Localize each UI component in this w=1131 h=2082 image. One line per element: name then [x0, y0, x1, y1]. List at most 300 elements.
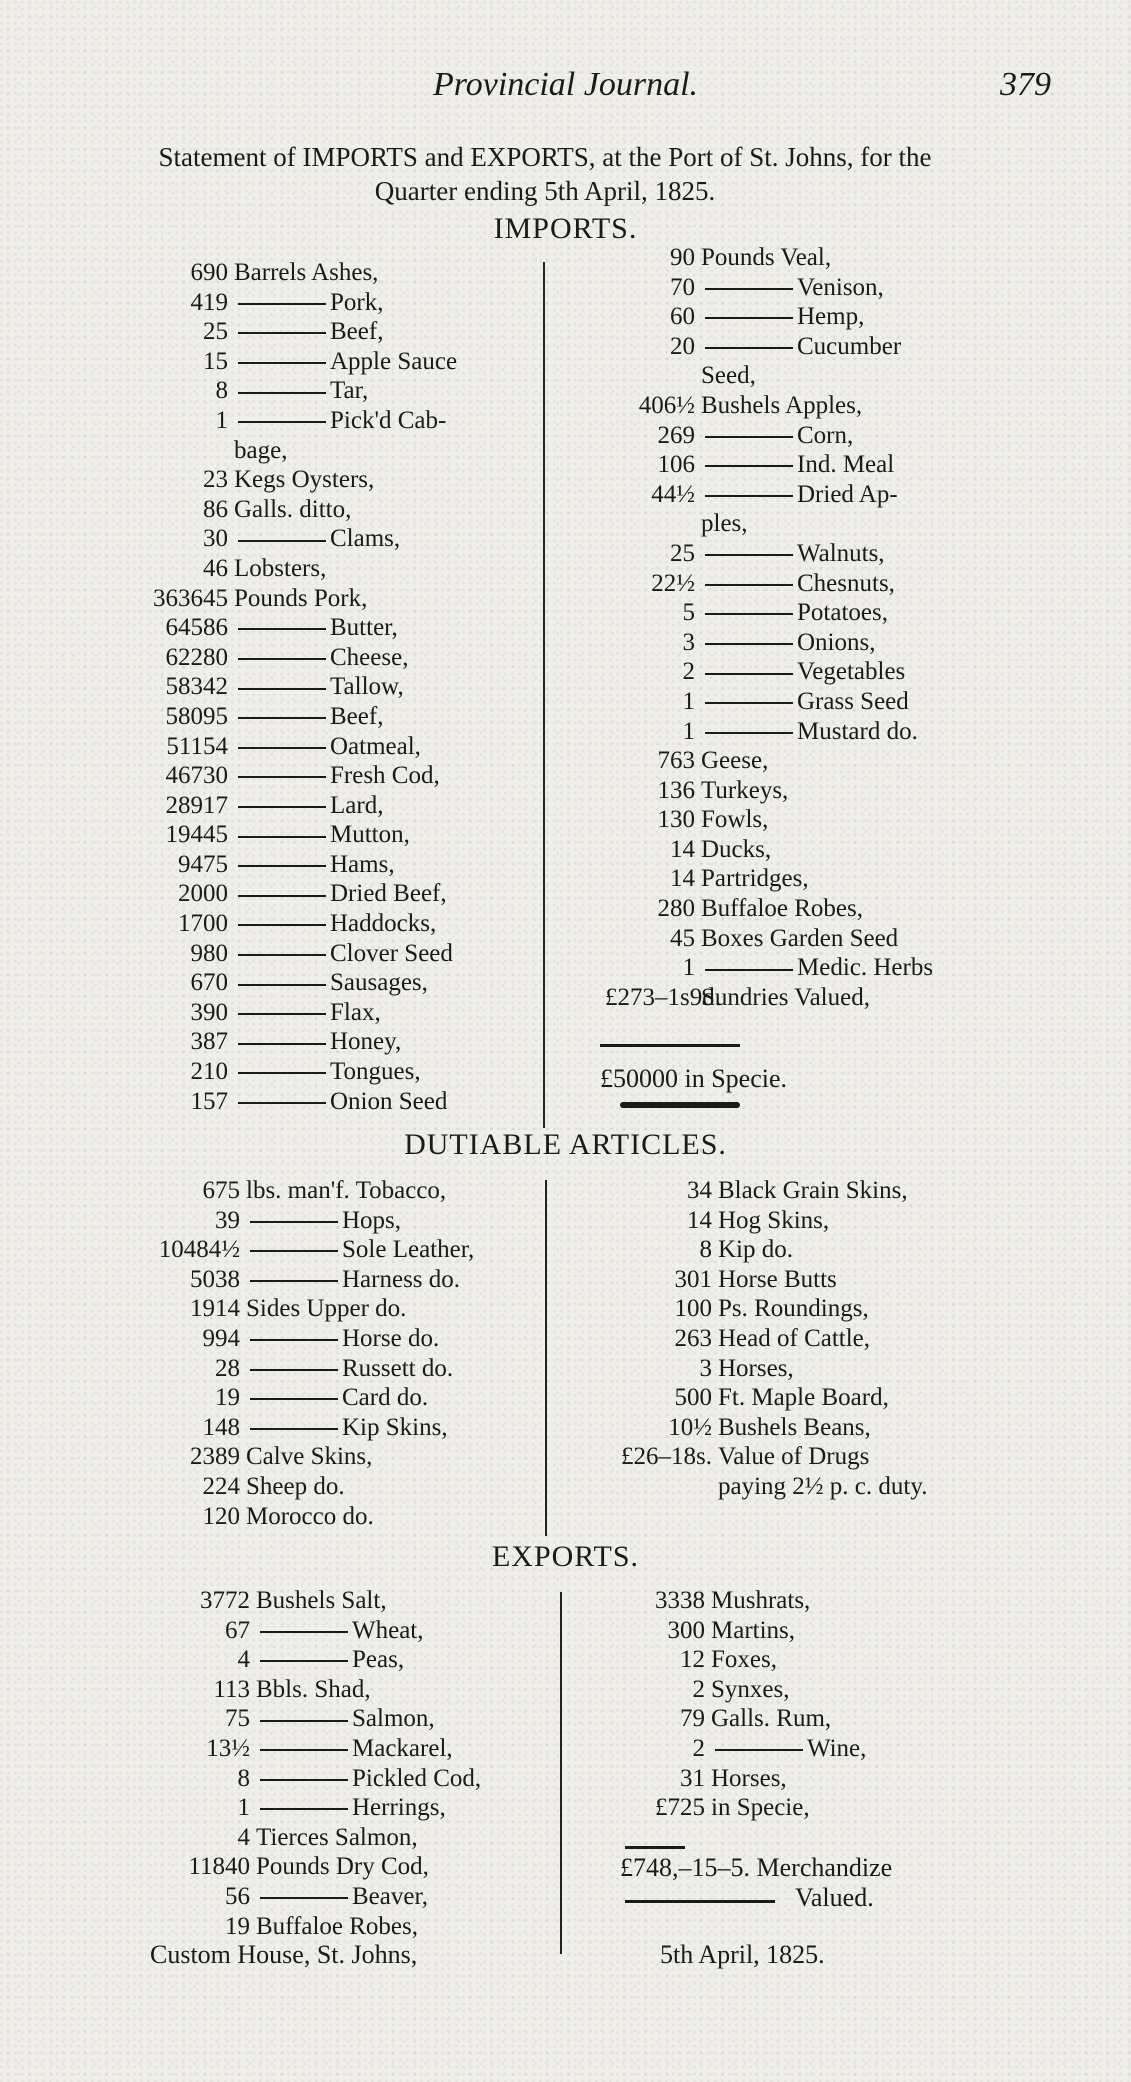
dutiable-left-column: [140, 1176, 540, 1531]
entry-line: [120, 465, 540, 495]
entry-quantity: 3772: [200, 1587, 250, 1614]
ditto-dash: [260, 1631, 348, 1633]
entry-text: Horse Butts: [718, 1265, 837, 1293]
entry-text: Head of Cattle,: [718, 1324, 871, 1352]
entry-text: Wine,: [807, 1734, 867, 1762]
entry-line: [605, 509, 1045, 539]
entry-line: [120, 376, 540, 406]
entry-line: [120, 702, 540, 732]
entry-line: [170, 1645, 550, 1675]
entry-line: [120, 850, 540, 880]
ditto-dash: [705, 317, 793, 319]
entry-text: Walnuts,: [797, 539, 885, 567]
ditto-dash: [715, 1749, 803, 1751]
entry-line: [120, 643, 540, 673]
entry-quantity: 58342: [165, 673, 228, 701]
entry-line: [170, 1823, 550, 1853]
entry-quantity: 11840: [188, 1853, 250, 1881]
ditto-dash: [238, 836, 326, 838]
entry-quantity: 1: [682, 687, 695, 715]
entry-text: Hemp,: [797, 303, 865, 331]
entry-line: [605, 421, 1045, 451]
running-head: Provincial Journal.: [432, 66, 699, 103]
entry-text: Mutton,: [330, 821, 410, 849]
statement-line-2: Quarter ending 5th April, 1825.: [374, 176, 716, 206]
entry-line: [120, 406, 540, 436]
ditto-dash: [705, 702, 793, 704]
entry-text: lbs. man'f. Tobacco,: [246, 1177, 447, 1204]
entry-text: Black Grain Skins,: [718, 1177, 908, 1204]
entry-quantity: 8: [237, 1764, 250, 1792]
entry-quantity: 86: [203, 495, 228, 523]
entry-quantity: 13½: [206, 1734, 250, 1762]
entry-quantity: 5038: [190, 1265, 240, 1293]
entry-line: [620, 1294, 1040, 1324]
entry-text: Ft. Maple Board,: [718, 1384, 889, 1412]
entry-quantity: 3338: [655, 1587, 705, 1614]
imports-left-column: [120, 258, 540, 1116]
ditto-dash: [250, 1428, 338, 1430]
entry-line: [120, 909, 540, 939]
entry-quantity: 28917: [165, 791, 228, 819]
entry-text: Buffaloe Robes,: [256, 1912, 419, 1940]
entry-line: [605, 539, 1045, 569]
entry-text: ples,: [701, 510, 748, 538]
entry-quantity: 31: [680, 1764, 705, 1792]
entry-quantity: 39: [215, 1206, 240, 1234]
entry-line: [120, 288, 540, 318]
entry-line: [120, 672, 540, 702]
entry-line: [140, 1383, 540, 1413]
entry-line: [120, 939, 540, 969]
entry-line: [140, 1442, 540, 1472]
entry-quantity: 3: [682, 628, 695, 656]
entry-text: Tierces Salmon,: [256, 1823, 418, 1851]
entry-line: [620, 1413, 1040, 1443]
entry-text: Sheep do.: [246, 1472, 345, 1500]
entry-quantity: 300: [667, 1616, 705, 1644]
entry-line: [620, 1265, 1040, 1295]
ditto-dash: [260, 1749, 348, 1751]
ditto-dash: [250, 1280, 338, 1282]
entry-quantity: 2389: [190, 1443, 240, 1471]
specie-rule-top: [600, 1044, 740, 1047]
entry-quantity: 23: [203, 466, 228, 494]
entry-text: Pickled Cod,: [352, 1764, 482, 1792]
entry-line: [140, 1472, 540, 1502]
entry-text: Corn,: [797, 421, 854, 449]
entry-text: Foxes,: [711, 1646, 777, 1674]
entry-line: [120, 613, 540, 643]
entry-text: Tallow,: [330, 673, 404, 701]
entry-quantity: 100: [674, 1295, 712, 1323]
entry-quantity: 75: [225, 1705, 250, 1733]
entry-text: Sides Upper do.: [246, 1295, 407, 1323]
entry-line: [605, 391, 1045, 421]
entry-quantity: 10½: [668, 1413, 712, 1441]
entry-text: Turkeys,: [701, 776, 789, 804]
entry-line: [625, 1764, 1025, 1794]
entry-quantity: 2: [682, 658, 695, 686]
entry-quantity: 363645: [153, 584, 228, 612]
entry-line: [605, 953, 1045, 983]
entry-quantity: 157: [190, 1087, 228, 1115]
entry-quantity: 19445: [165, 821, 228, 849]
entry-quantity: 980: [190, 939, 228, 967]
ditto-dash: [238, 1102, 326, 1104]
entry-text: Kip do.: [718, 1236, 793, 1264]
entry-text: in Specie,: [711, 1794, 810, 1822]
entry-quantity: 15: [203, 347, 228, 375]
entry-quantity: 2000: [178, 880, 228, 908]
ditto-dash: [705, 584, 793, 586]
ditto-dash: [250, 1250, 338, 1252]
entry-line: [605, 746, 1045, 776]
entry-text: Horses,: [711, 1764, 787, 1792]
entry-quantity: 20: [670, 332, 695, 360]
entry-text: Onions,: [797, 628, 876, 656]
entry-line: [120, 1087, 540, 1117]
entry-text: Barrels Ashes,: [234, 259, 379, 286]
entry-line: [170, 1675, 550, 1705]
ditto-dash: [705, 465, 793, 467]
entry-line: [120, 820, 540, 850]
entry-text: Lobsters,: [234, 554, 327, 582]
entry-line: [620, 1383, 1040, 1413]
entry-text: Geese,: [701, 747, 769, 775]
entry-line: [120, 998, 540, 1028]
entry-quantity: 14: [670, 835, 695, 863]
entry-text: Cucumber: [797, 332, 902, 360]
entry-line: [620, 1235, 1040, 1265]
statement-title: [30, 140, 1060, 208]
ditto-dash: [705, 554, 793, 556]
ditto-dash: [238, 865, 326, 867]
entry-quantity: 5: [682, 599, 695, 627]
entry-quantity: 280: [657, 895, 695, 923]
entry-line: [120, 761, 540, 791]
entry-quantity: 70: [670, 273, 695, 301]
entry-line: [170, 1704, 550, 1734]
ditto-dash: [705, 436, 793, 438]
entry-line: [170, 1734, 550, 1764]
entry-line: [140, 1206, 540, 1236]
entry-text: Vegetables: [797, 658, 906, 686]
entry-line: [605, 273, 1045, 303]
entry-text: Kip Skins,: [342, 1413, 448, 1441]
footer-custom-house: Custom House, St. Johns,: [150, 1940, 418, 1969]
ditto-dash: [238, 717, 326, 719]
entry-line: [620, 1206, 1040, 1236]
entry-line: [605, 983, 1045, 1013]
ditto-dash: [705, 643, 793, 645]
ditto-dash: [260, 1897, 348, 1899]
entry-text: Oatmeal,: [330, 732, 421, 760]
entry-quantity: 113: [213, 1675, 250, 1703]
entry-line: [120, 554, 540, 584]
entry-line: [170, 1793, 550, 1823]
entry-quantity: 46730: [165, 762, 228, 790]
entry-text: Martins,: [711, 1616, 796, 1644]
entry-quantity: 51154: [166, 732, 228, 760]
entry-line: [625, 1793, 1025, 1823]
entry-text: Pounds Dry Cod,: [256, 1853, 429, 1881]
entry-quantity: 500: [674, 1384, 712, 1412]
imports-specie: £50000 in Specie.: [600, 1064, 788, 1093]
merchandize-word: Merchandize: [756, 1853, 893, 1882]
ditto-dash: [238, 362, 326, 364]
entry-quantity: 675: [202, 1177, 240, 1204]
entry-text: bage,: [234, 436, 288, 464]
entry-text: Sundries Valued,: [701, 983, 870, 1011]
ditto-dash: [238, 1043, 326, 1045]
entry-quantity: 46: [203, 554, 228, 582]
entry-line: [140, 1265, 540, 1295]
entry-line: [120, 791, 540, 821]
entry-line: [120, 732, 540, 762]
imports-right-column: [605, 243, 1045, 1012]
entry-text: Calve Skins,: [246, 1443, 373, 1471]
entry-line: [625, 1734, 1025, 1764]
ditto-dash: [238, 658, 326, 660]
ditto-dash: [238, 984, 326, 986]
entry-line: [625, 1616, 1025, 1646]
entry-quantity: 56: [225, 1882, 250, 1910]
entry-text: Sausages,: [330, 969, 428, 997]
entry-line: [170, 1764, 550, 1794]
entry-quantity: 45: [670, 924, 695, 952]
entry-text: Russett do.: [342, 1354, 454, 1382]
entry-quantity: 62280: [165, 643, 228, 671]
ditto-dash: [260, 1779, 348, 1781]
exports-heading: EXPORTS.: [491, 1540, 640, 1573]
entry-line: [620, 1324, 1040, 1354]
entry-line: [120, 524, 540, 554]
entry-line: [140, 1354, 540, 1384]
entry-line: [605, 302, 1045, 332]
entry-text: Boxes Garden Seed: [701, 924, 899, 952]
entry-text: Pick'd Cab-: [330, 406, 447, 434]
entry-text: Clams,: [330, 525, 401, 553]
entry-line: [140, 1235, 540, 1265]
entry-text: Ducks,: [701, 835, 772, 863]
ditto-dash: [238, 806, 326, 808]
ditto-dash: [238, 628, 326, 630]
entry-line: [620, 1472, 1040, 1502]
entry-quantity: 9475: [178, 850, 228, 878]
entry-quantity: 14: [687, 1206, 712, 1234]
merchandize-valued: Valued.: [795, 1883, 874, 1912]
entry-line: [140, 1294, 540, 1324]
merchandize-amount: £748,–15–5.: [620, 1853, 750, 1882]
entry-text: Flax,: [330, 998, 381, 1026]
ditto-dash: [705, 347, 793, 349]
entry-quantity: £26–18s.: [621, 1443, 712, 1471]
entry-line: [170, 1852, 550, 1882]
entry-line: [170, 1616, 550, 1646]
dutiable-heading: DUTIABLE ARTICLES.: [404, 1128, 727, 1161]
entry-line: [605, 480, 1045, 510]
entry-text: Herrings,: [352, 1794, 446, 1822]
entry-text: Galls. ditto,: [234, 495, 352, 523]
entry-quantity: 28: [215, 1354, 240, 1382]
entry-text: Peas,: [352, 1646, 405, 1674]
ditto-dash: [238, 895, 326, 897]
entry-text: Bushels Salt,: [256, 1587, 387, 1614]
entry-text: Synxes,: [711, 1675, 790, 1703]
entry-quantity: 58095: [165, 702, 228, 730]
entry-text: Mustard do.: [797, 717, 918, 745]
entry-quantity: 136: [657, 776, 695, 804]
entry-quantity: 763: [657, 747, 695, 775]
entry-line: [140, 1324, 540, 1354]
entry-text: Beef,: [330, 318, 384, 346]
entry-quantity: £725: [655, 1794, 705, 1822]
entry-line: [120, 1027, 540, 1057]
ditto-dash: [238, 303, 326, 305]
entry-quantity: 10484½: [158, 1236, 240, 1264]
entry-text: Onion Seed: [330, 1087, 448, 1115]
entry-line: [120, 436, 540, 466]
entry-text: Hog Skins,: [718, 1206, 830, 1234]
entry-text: Chesnuts,: [797, 569, 895, 597]
entry-text: Dried Beef,: [330, 880, 447, 908]
entry-text: Hops,: [342, 1206, 402, 1234]
entry-quantity: 406½: [638, 391, 695, 419]
entry-text: Morocco do.: [246, 1502, 374, 1530]
entry-line: [625, 1675, 1025, 1705]
ditto-dash: [238, 1072, 326, 1074]
ditto-dash: [260, 1660, 348, 1662]
entry-quantity: 106: [657, 451, 695, 479]
entry-line: [620, 1176, 1040, 1206]
ditto-dash: [250, 1398, 338, 1400]
entry-line: [120, 968, 540, 998]
entry-quantity: 19: [225, 1912, 250, 1940]
entry-quantity: 34: [687, 1177, 712, 1204]
entry-text: Pork,: [330, 288, 384, 316]
ditto-dash: [238, 776, 326, 778]
entry-line: [140, 1176, 540, 1206]
entry-quantity: 263: [674, 1324, 712, 1352]
ditto-dash: [238, 392, 326, 394]
entry-quantity: 148: [202, 1413, 240, 1441]
entry-text: Pounds Veal,: [701, 244, 832, 271]
entry-text: Pounds Pork,: [234, 584, 368, 612]
entry-text: Tongues,: [330, 1058, 421, 1086]
entry-text: Wheat,: [352, 1616, 424, 1644]
entry-quantity: 90: [670, 244, 695, 271]
ditto-dash: [250, 1369, 338, 1371]
entry-quantity: 390: [190, 998, 228, 1026]
entry-quantity: 1700: [178, 910, 228, 938]
ditto-dash: [238, 332, 326, 334]
entry-text: Potatoes,: [797, 599, 888, 627]
entry-text: Bbls. Shad,: [256, 1675, 371, 1703]
entry-line: [605, 657, 1045, 687]
entry-line: [120, 258, 540, 288]
entry-line: [605, 450, 1045, 480]
entry-text: Cheese,: [330, 643, 409, 671]
entry-quantity: 2: [692, 1734, 705, 1762]
entry-text: Butter,: [330, 614, 398, 642]
specie-rule-bottom: [620, 1102, 740, 1108]
entry-text: Kegs Oysters,: [234, 466, 375, 494]
entry-line: [170, 1882, 550, 1912]
entry-line: [120, 879, 540, 909]
entry-quantity: 79: [680, 1705, 705, 1733]
exports-rule-1: [625, 1846, 685, 1849]
entry-quantity: 12: [680, 1646, 705, 1674]
ditto-dash: [705, 969, 793, 971]
ditto-dash: [238, 421, 326, 423]
page-header: [0, 66, 1131, 116]
entry-line: [605, 717, 1045, 747]
entry-line: [120, 495, 540, 525]
entry-text: Beaver,: [352, 1882, 429, 1910]
entry-text: Seed,: [701, 362, 756, 390]
ditto-dash: [238, 540, 326, 542]
entry-line: [170, 1912, 550, 1942]
entry-line: [605, 835, 1045, 865]
entry-line: [120, 1057, 540, 1087]
entry-line: [625, 1586, 1025, 1616]
ditto-dash: [250, 1221, 338, 1223]
entry-quantity: 1: [215, 406, 228, 434]
entry-text: paying 2½ p. c. duty.: [718, 1472, 928, 1500]
entry-quantity: 269: [657, 421, 695, 449]
entry-text: Apple Sauce: [330, 347, 458, 375]
ditto-dash: [705, 495, 793, 497]
entry-line: [120, 317, 540, 347]
entry-text: Card do.: [342, 1384, 429, 1412]
entry-quantity: 690: [190, 259, 228, 286]
entry-quantity: 60: [670, 303, 695, 331]
ditto-dash: [260, 1720, 348, 1722]
entry-line: [140, 1502, 540, 1532]
entry-quantity: 994: [202, 1324, 240, 1352]
entry-quantity: 301: [674, 1265, 712, 1293]
entry-text: Sole Leather,: [342, 1236, 475, 1264]
entry-text: Fresh Cod,: [330, 762, 440, 790]
entry-text: Ps. Roundings,: [718, 1295, 869, 1323]
entry-line: [605, 628, 1045, 658]
entry-line: [605, 894, 1045, 924]
entry-text: Ind. Meal: [797, 451, 895, 479]
entry-quantity: 120: [202, 1502, 240, 1530]
entry-quantity: 44½: [651, 480, 695, 508]
entry-line: [120, 347, 540, 377]
entry-text: Horse do.: [342, 1324, 440, 1352]
entry-quantity: 1914: [190, 1295, 240, 1323]
ditto-dash: [238, 954, 326, 956]
entry-quantity: 25: [670, 539, 695, 567]
ditto-dash: [238, 924, 326, 926]
statement-line-1: Statement of IMPORTS and EXPORTS, at the Port of St. Johns, for the: [158, 142, 932, 172]
entry-quantity: 419: [190, 288, 228, 316]
entry-text: Galls. Rum,: [711, 1705, 832, 1733]
entry-text: Partridges,: [701, 865, 809, 893]
exports-column-divider: [560, 1592, 562, 1954]
entry-quantity: 30: [203, 525, 228, 553]
entry-text: Hams,: [330, 850, 395, 878]
entry-quantity: 670: [190, 969, 228, 997]
ditto-dash: [238, 747, 326, 749]
exports-right-column: [625, 1586, 1025, 1823]
entry-text: Bushels Apples,: [701, 391, 863, 419]
entry-quantity: 1: [682, 717, 695, 745]
entry-line: [605, 332, 1045, 362]
